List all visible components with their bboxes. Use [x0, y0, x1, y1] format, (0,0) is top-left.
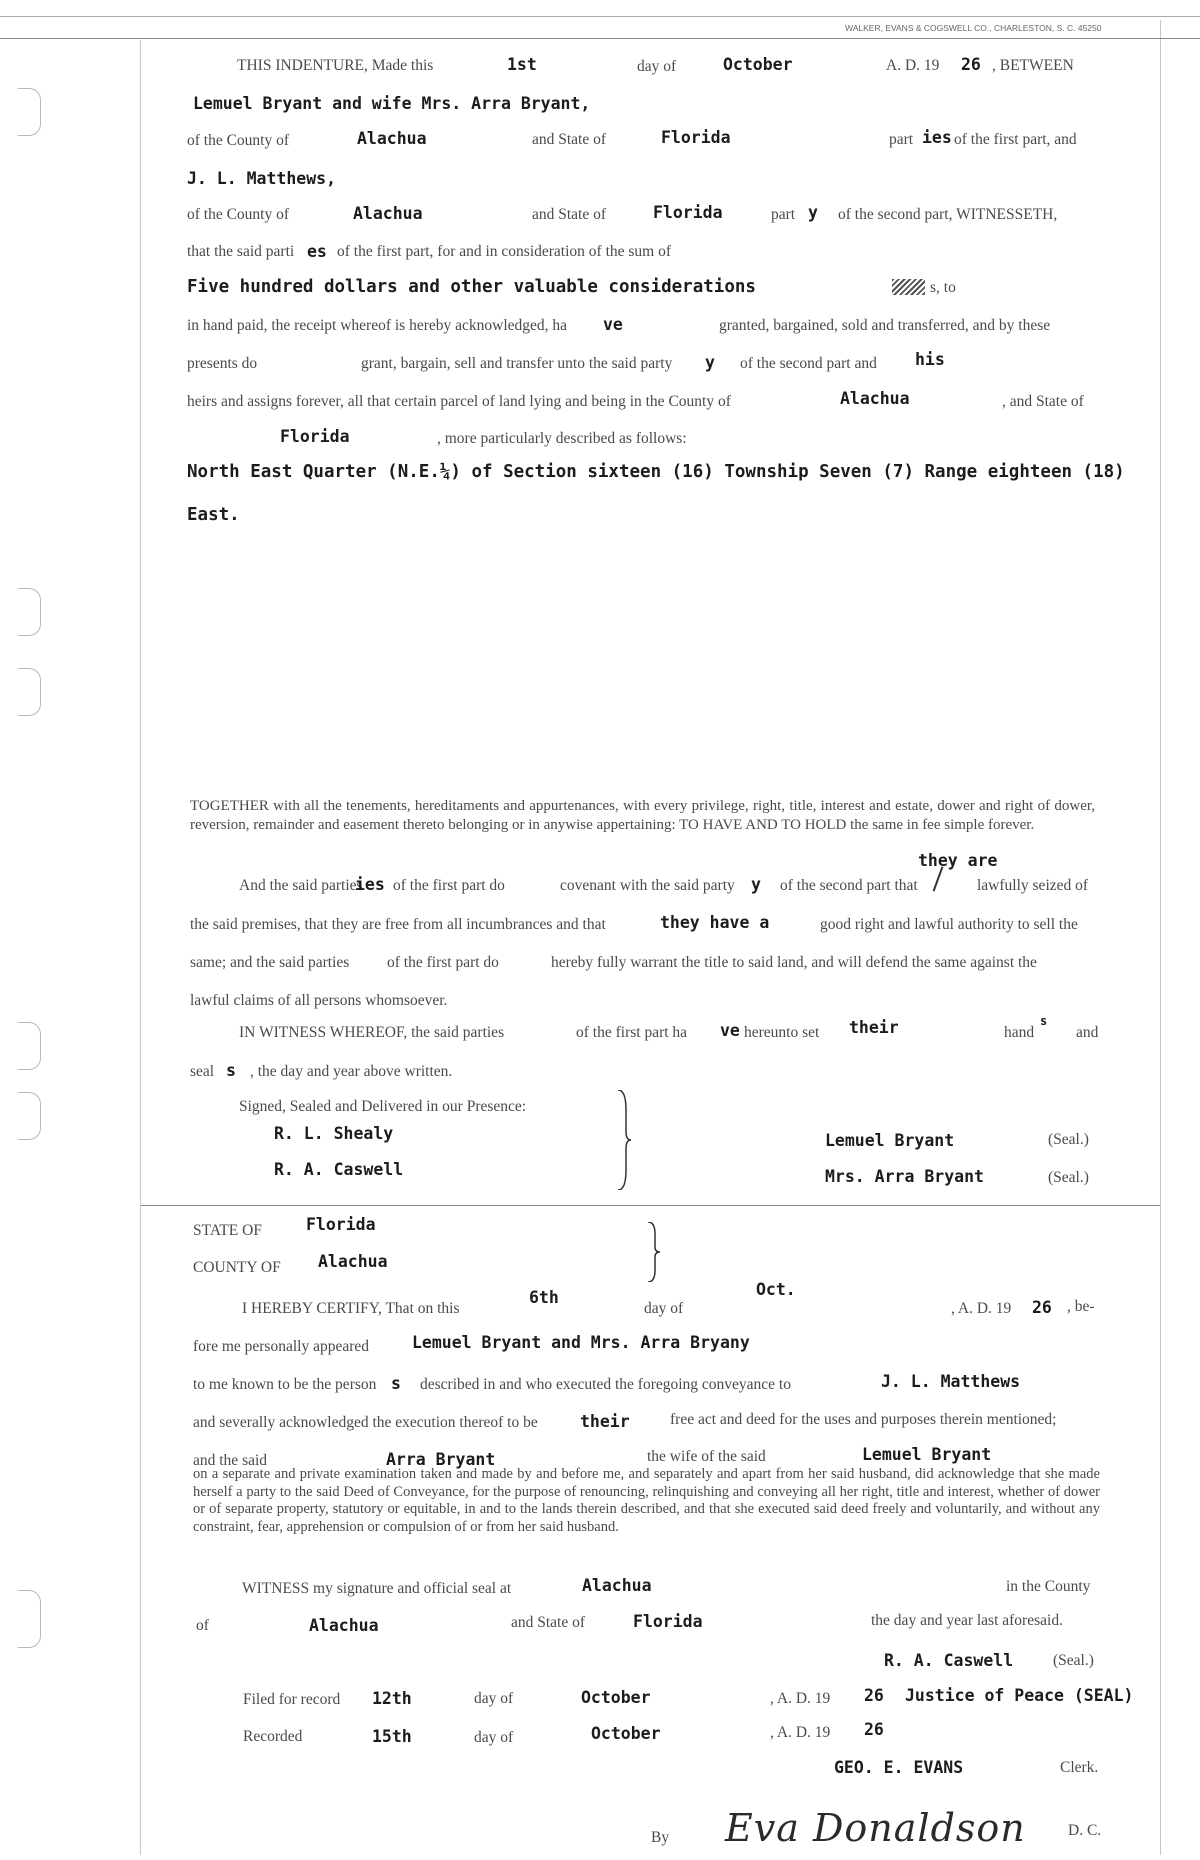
first-party-names: Lemuel Bryant and wife Mrs. Arra Bryant,	[193, 94, 591, 113]
recorded-day: 15th	[372, 1727, 412, 1746]
indenture-day: 1st	[507, 55, 537, 74]
in-the-county: in the County	[1006, 1578, 1091, 1595]
recorded-label: Recorded	[243, 1728, 303, 1745]
known-to-be-text: to me known to be the person	[193, 1376, 377, 1393]
state-label: and State of	[532, 206, 607, 223]
fore-me-text: fore me personally appeared	[193, 1338, 370, 1355]
first-part-ha: of the first part ha	[576, 1024, 688, 1041]
land-county: Alachua	[840, 389, 910, 408]
recorded-year: 26	[864, 1720, 884, 1739]
person-suffix: s	[391, 1374, 401, 1393]
county-of-label: of the County of	[187, 206, 290, 223]
land-description-line2: East.	[187, 505, 240, 525]
state-of-label: STATE OF	[193, 1222, 262, 1239]
parties-suffix: es	[307, 242, 327, 261]
day-of-label: day of	[637, 58, 677, 75]
indenture-intro: THIS INDENTURE, Made this	[237, 57, 434, 74]
day-year-above: , the day and year above written.	[250, 1063, 453, 1080]
premises-text: the said premises, that they are free from all incumbrances and that	[190, 916, 606, 933]
cert-year: 26	[1032, 1298, 1052, 1317]
indenture-month: October	[723, 55, 793, 74]
between-label: , BETWEEN	[992, 57, 1074, 74]
described-text: , more particularly described as follows:	[437, 430, 687, 447]
binder-hole	[18, 588, 41, 636]
consideration-text: of the first part, for and in consideration of the sum of	[337, 243, 672, 260]
seal-label: seal	[190, 1063, 215, 1080]
witness-2: R. A. Caswell	[274, 1160, 404, 1179]
receipt-text: in hand paid, the receipt whereof is hereby acknowledged, ha	[187, 317, 568, 334]
and-label: and	[1076, 1024, 1099, 1041]
receipt-suffix: ve	[603, 315, 623, 334]
county-of-label: of the County of	[187, 132, 290, 149]
clerk-name: GEO. E. EVANS	[834, 1758, 964, 1777]
cert-county: Alachua	[318, 1252, 388, 1271]
section-separator	[141, 1205, 1160, 1206]
examination-text: on a separate and private examination taken and made by and before me, and separately and apart from her said husband, did acknowledge that she made herself a party to the said Deed of Conveyance, for the purpose of renouncing, relinquishing and conveying all her right, title and interest, whether of dower or of separate property, statutory or equitable, in and to the lands therein described, and that she executed said deed freely and voluntarily, and without any constraint, fear, apprehension or compulsion of or from her said husband.	[193, 1466, 1100, 1536]
lawfully-seized: lawfully seized of	[977, 877, 1089, 894]
certify-text: I HEREBY CERTIFY, That on this	[242, 1300, 460, 1317]
first-part-do: of the first part do	[393, 877, 505, 894]
cert-their: their	[580, 1412, 630, 1431]
day-of-label: day of	[644, 1300, 684, 1317]
venue-brace	[646, 1222, 662, 1282]
his: his	[915, 350, 945, 369]
grant-text: grant, bargain, sell and transfer unto the said party	[361, 355, 673, 372]
second-county: Alachua	[353, 204, 423, 223]
day-year-last: the day and year last aforesaid.	[871, 1612, 1063, 1629]
part-label: part	[771, 206, 796, 223]
described-executed-text: described in and who executed the foregoing conveyance to	[420, 1376, 791, 1393]
ha-suffix: ve	[720, 1021, 740, 1040]
land-description-line1: North East Quarter (N.E.¼) of Section sixteen (16) Township Seven (7) Range eighteen (18)	[187, 462, 1125, 482]
first-state: Florida	[661, 128, 731, 147]
granted-text: granted, bargained, sold and transferred, and by these	[719, 317, 1051, 334]
be-label: , be-	[1067, 1298, 1095, 1315]
witness-brace	[616, 1090, 632, 1190]
warrant-text: hereby fully warrant the title to said land, and will defend the same against the	[551, 954, 1037, 971]
wife-name: Arra Bryant	[386, 1450, 496, 1469]
seal-mark-1: (Seal.)	[1048, 1131, 1089, 1148]
hand: hand	[1004, 1024, 1035, 1041]
second-state: Florida	[653, 203, 723, 222]
same-text: same; and the said parties	[190, 954, 350, 971]
and-the-said: and the said	[193, 1452, 268, 1469]
ad-prefix: A. D. 19	[886, 57, 940, 74]
dc-label: D. C.	[1068, 1822, 1102, 1839]
witness-1: R. L. Shealy	[274, 1124, 394, 1143]
presents-do: presents do	[187, 355, 258, 372]
free-act-text: free act and deed for the uses and purposes therein mentioned;	[670, 1411, 1057, 1428]
cert-day: 6th	[529, 1288, 559, 1307]
first-county: Alachua	[357, 129, 427, 148]
filed-year: 26	[864, 1686, 884, 1705]
filed-for-record-label: Filed for record	[243, 1691, 341, 1708]
party-suffix: y	[705, 353, 715, 372]
recorded-month: October	[591, 1724, 661, 1743]
binder-hole	[18, 1590, 41, 1648]
printer-imprint: WALKER, EVANS & COGSWELL CO., CHARLESTON, S. C. 45250	[845, 23, 1102, 33]
of-county: Alachua	[309, 1616, 379, 1635]
in-witness: IN WITNESS WHEREOF, the said parties	[239, 1024, 505, 1041]
binder-hole	[18, 668, 41, 716]
ad-label: , A. D. 19	[951, 1300, 1012, 1317]
deputy-signature: Eva Donaldson	[725, 1806, 1026, 1850]
second-part-and: of the second part and	[740, 355, 877, 372]
they-have-a: they have a	[660, 913, 770, 932]
dollars-end: s, to	[930, 279, 956, 296]
and-state-of: , and State of	[1002, 393, 1084, 410]
seal-mark-2: (Seal.)	[1048, 1169, 1089, 1186]
heirs-text: heirs and assigns forever, all that certain parcel of land lying and being in the County of	[187, 393, 731, 410]
signed-sealed-delivered: Signed, Sealed and Delivered in our Presence:	[239, 1098, 527, 1115]
together-clause: TOGETHER with all the tenements, hereditaments and appurtenances, with every privilege, right, title, interest and estate, dower and right of dower, reversion, remainder and easement thereto belonging or in anywise appertaining: TO HAVE AND TO HOLD the same in fee simple forever.	[190, 798, 1095, 834]
by-label: By	[651, 1829, 670, 1846]
officer-name: R. A. Caswell	[884, 1651, 1014, 1670]
top-rule	[0, 16, 1200, 17]
cert-month: Oct.	[756, 1280, 796, 1299]
appeared-names: Lemuel Bryant and Mrs. Arra Bryany	[412, 1333, 750, 1352]
officer-seal: (Seal.)	[1053, 1652, 1094, 1669]
binder-hole	[18, 1092, 41, 1140]
second-part-text: of the second part, WITNESSETH,	[838, 206, 1058, 223]
second-part-that: of the second part that	[780, 877, 918, 894]
first-part-text: of the first part, and	[954, 131, 1077, 148]
filed-day: 12th	[372, 1689, 412, 1708]
part-label: part	[889, 131, 914, 148]
cert-state: Florida	[306, 1215, 376, 1234]
binder-hole	[18, 88, 41, 136]
parties-suffix: ies	[355, 875, 385, 894]
day-of-label: day of	[474, 1729, 514, 1746]
covenant-with: covenant with the said party	[560, 877, 735, 894]
signer-1: Lemuel Bryant	[825, 1131, 955, 1150]
and-state-of-label: and State of	[511, 1614, 586, 1631]
state-label: and State of	[532, 131, 607, 148]
they-are: they are	[918, 851, 998, 870]
ad-label: , A. D. 19	[770, 1690, 831, 1707]
hand-suffix: s	[1040, 1014, 1048, 1028]
first-part-do-2: of the first part do	[387, 954, 499, 971]
day-of-label: day of	[474, 1690, 514, 1707]
the-wife-text: the wife of the said	[647, 1448, 766, 1465]
their: their	[849, 1018, 899, 1037]
sum-text: Five hundred dollars and other valuable considerations	[187, 277, 756, 297]
severally-text: and severally acknowledged the execution thereof to be	[193, 1414, 538, 1431]
second-party-names: J. L. Matthews,	[187, 169, 337, 188]
lawful-claims: lawful claims of all persons whomsoever.	[190, 992, 448, 1009]
indenture-year: 26	[961, 55, 981, 74]
of-state: Florida	[633, 1612, 703, 1631]
county-of-label: COUNTY OF	[193, 1259, 281, 1276]
land-state: Florida	[280, 427, 350, 446]
right-margin-line	[1160, 20, 1161, 1855]
and-said-parties: And the said parties	[239, 877, 363, 894]
seal-suffix: s	[226, 1061, 236, 1080]
of-label: of	[196, 1617, 209, 1634]
part-suffix: y	[808, 203, 818, 222]
struck-dollar	[892, 279, 925, 295]
top-rule	[0, 38, 1200, 39]
left-margin-line	[140, 40, 141, 1855]
hereunto-set: hereunto set	[744, 1024, 820, 1041]
signer-2: Mrs. Arra Bryant	[825, 1167, 984, 1186]
party-suffix: y	[751, 875, 761, 894]
officer-title: Justice of Peace (SEAL)	[905, 1686, 1134, 1705]
binder-hole	[18, 1022, 41, 1070]
clerk-label: Clerk.	[1060, 1759, 1099, 1776]
filed-month: October	[581, 1688, 651, 1707]
good-right: good right and lawful authority to sell the	[820, 916, 1078, 933]
witness-signature-text: WITNESS my signature and official seal at	[242, 1580, 512, 1597]
husband-name: Lemuel Bryant	[862, 1445, 992, 1464]
seal-at-place: Alachua	[582, 1576, 652, 1595]
grantee-name: J. L. Matthews	[881, 1372, 1021, 1391]
ad-label: , A. D. 19	[770, 1724, 831, 1741]
part-suffix: ies	[922, 128, 952, 147]
that-said-parti: that the said parti	[187, 243, 295, 260]
